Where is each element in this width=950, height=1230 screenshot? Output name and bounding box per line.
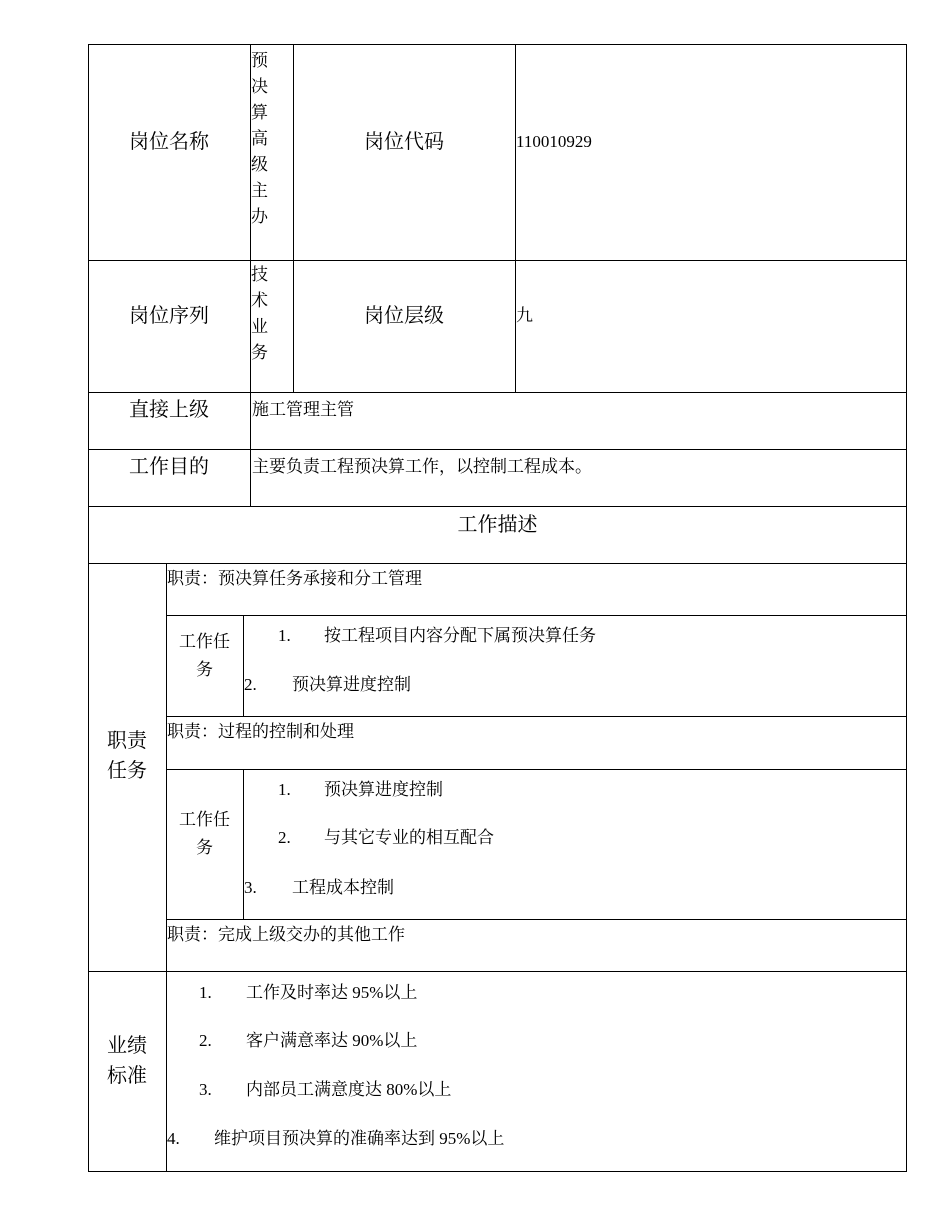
position-level-value: 九 [516,306,533,325]
task-item: 3. 工程成本控制 [244,878,394,897]
performance-item: 1. 工作及时率达 95%以上 [199,983,418,1002]
row-line [88,971,907,972]
row-line [166,919,907,920]
col-line [293,44,294,392]
row-line [166,769,907,770]
row-line [166,615,907,616]
task-item: 2. 与其它专业的相互配合 [278,828,494,847]
performance-label: 业绩标准 [107,1033,147,1087]
row-line [88,506,907,507]
supervisor-value: 施工管理主管 [252,400,354,419]
task-item: 1. 按工程项目内容分配下属预决算任务 [278,626,596,645]
position-code-label: 岗位代码 [364,129,444,153]
position-name-label: 岗位名称 [129,129,209,153]
position-code-value: 110010929 [516,132,592,151]
row-line [88,392,907,393]
col-line [243,615,244,716]
description-title: 工作描述 [457,512,538,536]
duty-title: 职责：完成上级交办的其他工作 [167,925,405,944]
row-line [88,449,907,450]
position-level-label: 岗位层级 [364,303,444,327]
performance-item: 2. 客户满意率达 90%以上 [199,1031,418,1050]
col-line [515,44,516,392]
row-line [166,716,907,717]
task-item: 1. 预决算进度控制 [278,780,443,799]
task-label: 工作任务 [179,632,230,680]
purpose-value: 主要负责工程预决算工作，以控制工程成本。 [252,457,592,476]
row-line [88,563,907,564]
purpose-label: 工作目的 [129,454,209,478]
task-item: 2. 预决算进度控制 [244,675,411,694]
position-series-label: 岗位序列 [129,303,209,327]
performance-item: 3. 内部员工满意度达 80%以上 [199,1080,452,1099]
row-line [88,260,907,261]
duties-label: 职责任务 [107,728,147,782]
duty-title: 职责：过程的控制和处理 [167,722,354,741]
duty-title: 职责：预决算任务承接和分工管理 [167,569,422,588]
position-name-value: 预决算高级主办 [251,51,268,226]
performance-item: 4. 维护项目预决算的准确率达到 95%以上 [167,1129,505,1148]
position-series-value: 技术业务 [251,265,268,362]
task-label: 工作任务 [179,810,230,858]
supervisor-label: 直接上级 [129,397,209,421]
